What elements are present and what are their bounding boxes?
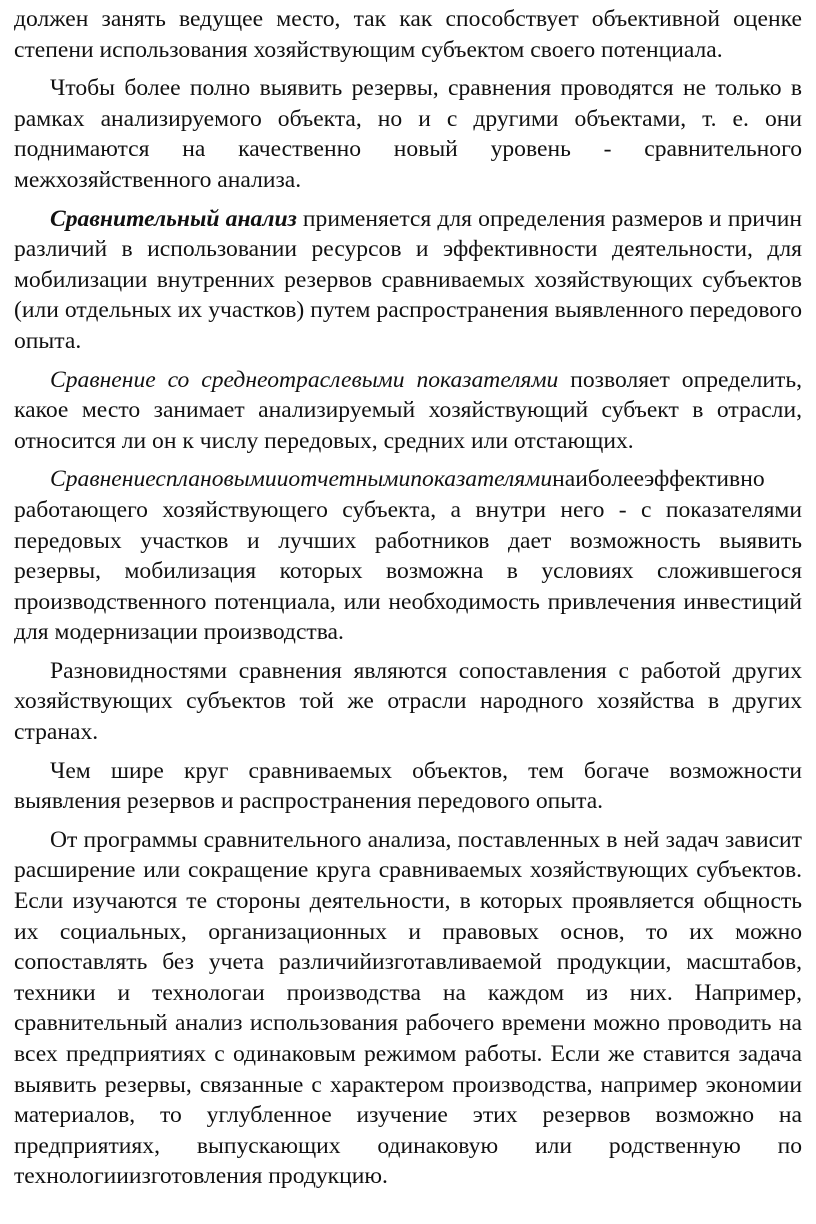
paragraph-text: Чем шире круг сравниваемых объектов, тем богаче возможности выявления резервов и распространения передового опыта.	[14, 757, 802, 815]
paragraph-text: От программы сравнительного анализа, поставленных в ней задач зависит расширение или сокращение круга сравниваемых хозяйствующих субъектов. Если изучаются те стороны деятельности, в которых проявляется общность их социальных, организационных и правовых основ, то их можно сопоставлять без учета различийизготавливаемой продукции, масштабов, техники и технологаи производства на каждом из них. Например, сравнительный анализ использования рабочего времени можно проводить на всех предприятиях с одинаковым режимом работы. Если же ставится задача выявить резервы, связанные с характером производства, например экономии материалов, то углубленное изучение этих резервов возможно на предприятиях, выпускающих одинаковую или родственную по технологииизготовления продукцию.	[14, 826, 802, 1190]
paragraph-comparative-analysis	[14, 204, 802, 357]
term-comparative-analysis: Сравнительный анализ	[50, 205, 297, 232]
paragraph-program	[14, 825, 802, 1192]
paragraph-text: Чтобы более полно выявить резервы, сравнения проводятся не только в рамках анализируемого объекта, но и с другими объектами, т. е. они поднимаются на качественно новый уровень - сравнительного межхозяйственного анализа.	[14, 75, 802, 193]
paragraph-text: должен занять ведущее место, так как способствует объективной оценке степени использования хозяйствующим субъектом своего потенциала.	[14, 6, 802, 63]
paragraph-text: наиболееэффективно работающего хозяйствующего субъекта, а внутри него - с показателями передовых участков и лучших работников дает возможность выявить резервы, мобилизация которых возможна в условиях сложившегося производственного потенциала, или необходимость привлечения инвестиций для модернизации производства.	[14, 466, 802, 646]
term-industry-average: Сравнение со среднеотраслевыми показателями	[50, 366, 559, 393]
paragraph-industry-average	[14, 365, 802, 457]
paragraph-wider-circle	[14, 756, 802, 817]
paragraph-text: Разновидностями сравнения являются сопоставления с работой других хозяйствующих субъектов той же отрасли народного хозяйства в других странах.	[14, 657, 802, 746]
paragraph-varieties	[14, 656, 802, 748]
paragraph-continuation	[14, 4, 802, 65]
paragraph-reserves	[14, 73, 802, 195]
paragraph-text: позволяет определить, какое место занимает анализируемый хозяйствующий субъект в отрасли, относится ли он к числу передовых, средних или отстающих.	[14, 366, 803, 454]
paragraph-planned-reported	[14, 464, 802, 648]
term-planned-reported: Сравнениесплановымииотчетнымипоказателями	[50, 466, 553, 493]
paragraph-text: применяется для определения размеров и причин различий в использовании ресурсов и эффективности деятельности, для мобилизации внутренних резервов сравниваемых хозяйствующих субъектов (или отдельных их участков) путем распространения выявленного передового опыта.	[14, 205, 802, 354]
